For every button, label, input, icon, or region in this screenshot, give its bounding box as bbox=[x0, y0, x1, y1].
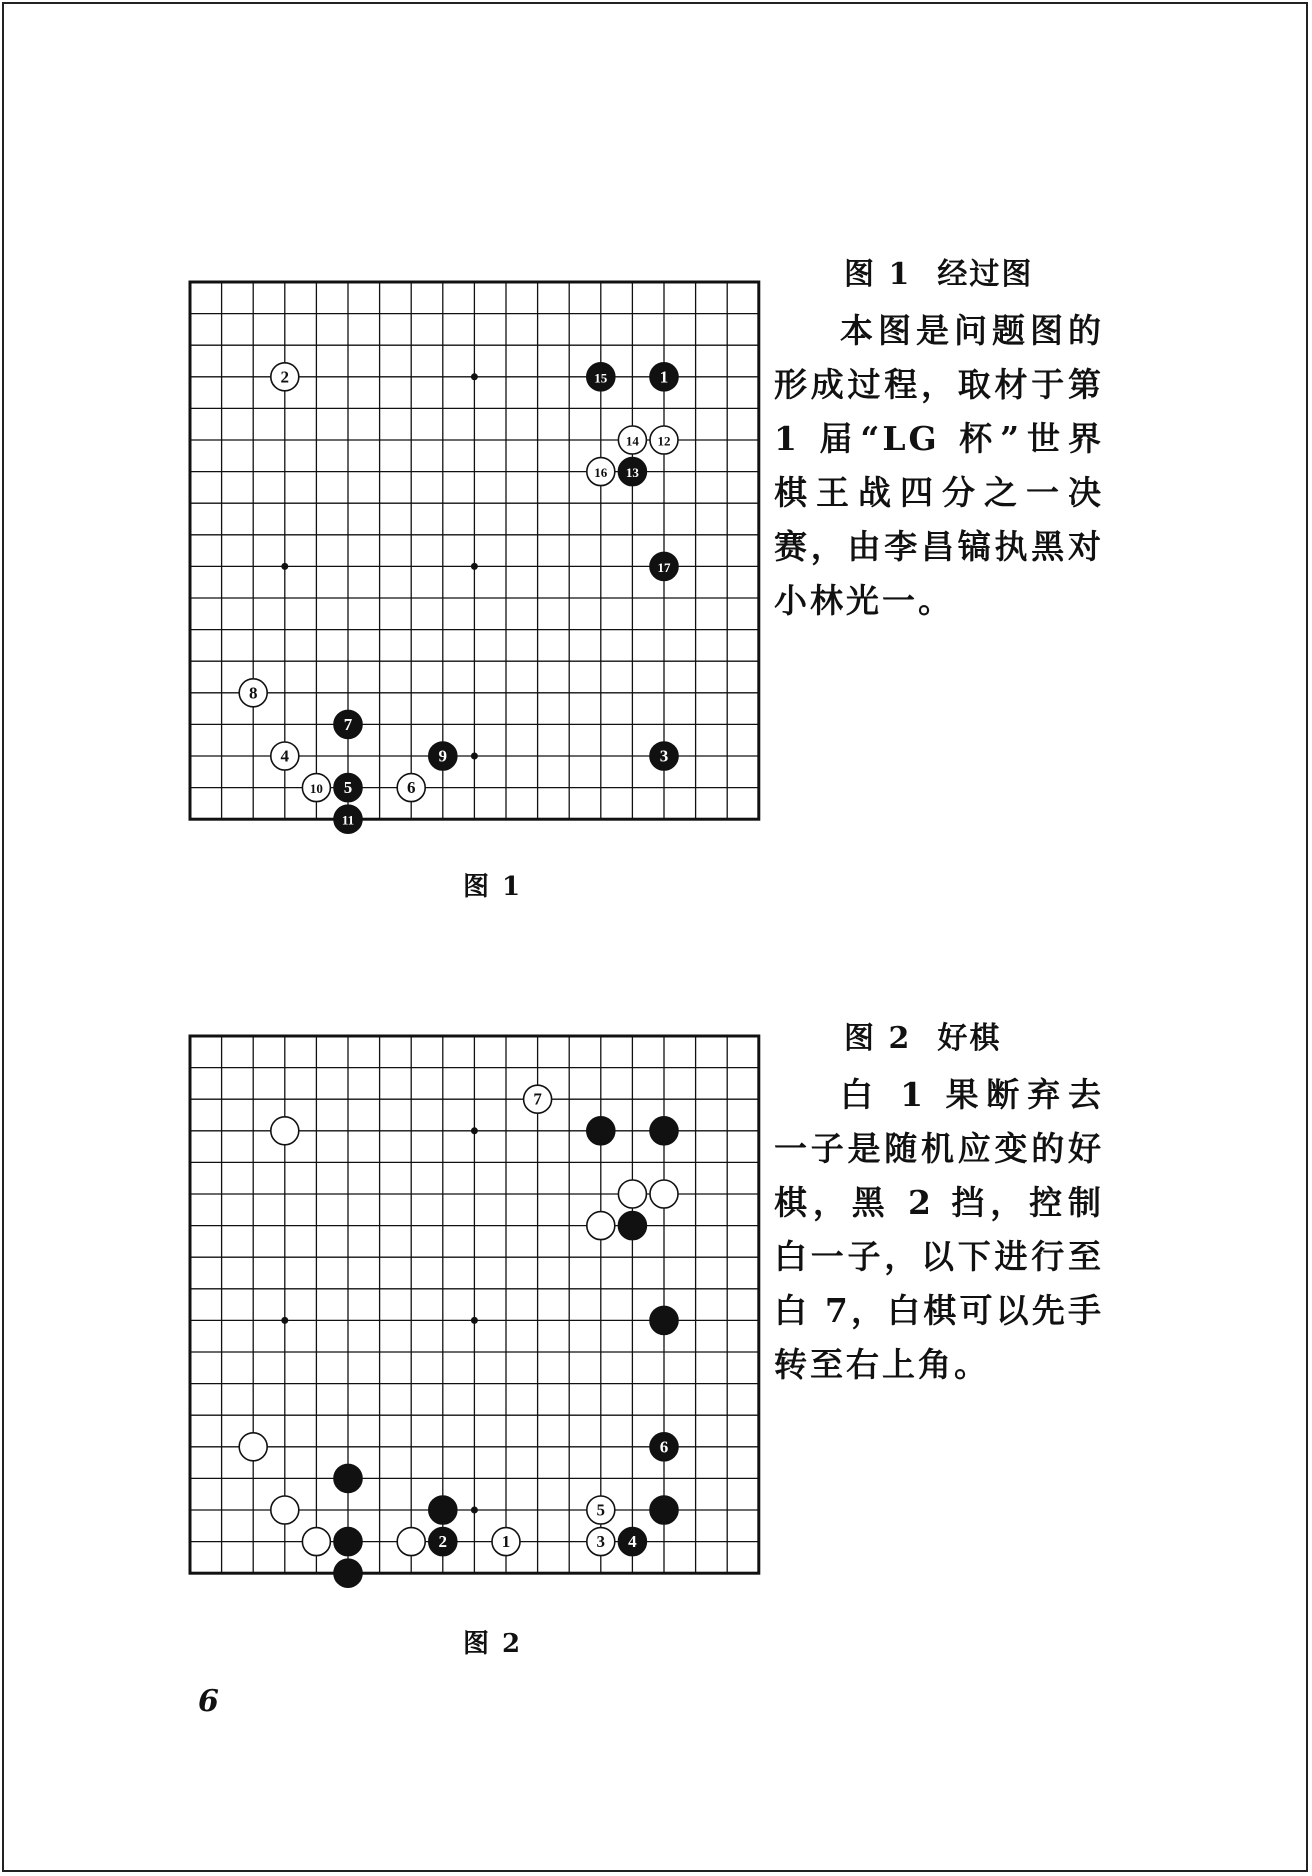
white-stone bbox=[587, 1496, 615, 1524]
stone-move-number: 13 bbox=[625, 465, 639, 481]
figure-1-heading-title: 经过图 bbox=[937, 257, 1034, 292]
stone-move-number: 14 bbox=[625, 433, 639, 449]
black-stone bbox=[618, 458, 646, 486]
star-point bbox=[471, 563, 478, 570]
black-stone bbox=[650, 1306, 678, 1334]
page-number: 6 bbox=[198, 1684, 219, 1719]
black-stone bbox=[334, 1464, 362, 1492]
white-stone bbox=[587, 1528, 615, 1556]
go-board-figure-1 bbox=[186, 278, 764, 843]
stone-move-number: 12 bbox=[657, 433, 671, 449]
white-stone bbox=[271, 1496, 299, 1524]
white-stone bbox=[650, 426, 678, 454]
white-stone bbox=[271, 742, 299, 770]
figure-1-paragraph: 本图是问题图的形成过程，取材于第 1 届“LG 杯”世界棋王战四分之一决赛，由李昌镐执黑对小林光一。 bbox=[774, 311, 1104, 620]
black-stone bbox=[429, 1496, 457, 1524]
stone-move-number: 10 bbox=[309, 781, 323, 797]
white-stone bbox=[587, 1212, 615, 1240]
figure-2-heading bbox=[774, 1012, 1104, 1066]
stone-move-number: 4 bbox=[628, 1532, 637, 1552]
white-stone bbox=[271, 363, 299, 391]
stone-move-number: 1 bbox=[659, 367, 669, 387]
stone-move-number: 5 bbox=[596, 1500, 606, 1520]
black-stone bbox=[334, 1559, 362, 1587]
stone-move-number: 3 bbox=[596, 1532, 606, 1552]
star-point bbox=[281, 563, 288, 570]
white-stone bbox=[524, 1085, 552, 1113]
black-stone bbox=[334, 710, 362, 738]
star-point bbox=[471, 1317, 478, 1324]
stone-move-number: 3 bbox=[659, 746, 669, 766]
white-stone bbox=[618, 426, 646, 454]
stone-move-number: 15 bbox=[594, 370, 608, 386]
stone-move-number: 5 bbox=[343, 778, 353, 798]
white-stone bbox=[492, 1528, 520, 1556]
star-point bbox=[471, 373, 478, 380]
stone-move-number: 9 bbox=[438, 746, 448, 766]
black-stone bbox=[650, 363, 678, 391]
stone-move-number: 17 bbox=[657, 559, 671, 575]
white-stone bbox=[302, 774, 330, 802]
stone-move-number: 7 bbox=[343, 714, 353, 734]
black-stone bbox=[618, 1212, 646, 1240]
stone-move-number: 6 bbox=[406, 778, 416, 798]
star-point bbox=[471, 1127, 478, 1134]
star-point bbox=[471, 1507, 478, 1514]
stone-move-number: 4 bbox=[280, 746, 290, 766]
white-stone bbox=[650, 1180, 678, 1208]
figure-1-caption: 图 1 bbox=[463, 872, 523, 902]
figure-2-heading-title: 好棋 bbox=[937, 1021, 1002, 1056]
star-point bbox=[281, 1317, 288, 1324]
star-point bbox=[471, 753, 478, 760]
figure-2-paragraph: 白 1 果断弃去一子是随机应变的好棋，黑 2 挡，控制白一子，以下进行至白 7，白棋可以先手转至右上角。 bbox=[774, 1075, 1104, 1384]
white-stone bbox=[587, 458, 615, 486]
black-stone bbox=[650, 552, 678, 580]
black-stone bbox=[334, 774, 362, 802]
figure-2-caption: 图 2 bbox=[463, 1629, 523, 1659]
white-stone bbox=[239, 679, 267, 707]
black-stone bbox=[334, 805, 362, 833]
black-stone bbox=[334, 1528, 362, 1556]
stone-move-number: 1 bbox=[501, 1532, 511, 1552]
figure-1-heading-number: 图 1 bbox=[844, 257, 912, 292]
black-stone bbox=[650, 742, 678, 770]
stone-move-number: 2 bbox=[280, 367, 290, 387]
figure-1-description bbox=[774, 248, 1104, 628]
go-board-figure-2 bbox=[186, 1032, 764, 1597]
black-stone bbox=[587, 1117, 615, 1145]
black-stone bbox=[650, 1433, 678, 1461]
white-stone bbox=[302, 1528, 330, 1556]
figure-2-heading-number: 图 2 bbox=[844, 1021, 912, 1056]
stone-move-number: 2 bbox=[438, 1532, 448, 1552]
white-stone bbox=[239, 1433, 267, 1461]
white-stone bbox=[397, 1528, 425, 1556]
figure-2-description bbox=[774, 1012, 1104, 1392]
stone-move-number: 7 bbox=[533, 1089, 542, 1109]
stone-move-number: 8 bbox=[248, 683, 258, 703]
white-stone bbox=[618, 1180, 646, 1208]
stone-move-number: 16 bbox=[594, 465, 608, 481]
black-stone bbox=[587, 363, 615, 391]
black-stone bbox=[429, 742, 457, 770]
stone-move-number: 6 bbox=[659, 1437, 669, 1457]
white-stone bbox=[397, 774, 425, 802]
black-stone bbox=[429, 1528, 457, 1556]
stone-move-number: 11 bbox=[341, 812, 355, 828]
black-stone bbox=[650, 1496, 678, 1524]
black-stone bbox=[618, 1528, 646, 1556]
figure-1-heading bbox=[774, 248, 1104, 302]
white-stone bbox=[271, 1117, 299, 1145]
black-stone bbox=[650, 1117, 678, 1145]
